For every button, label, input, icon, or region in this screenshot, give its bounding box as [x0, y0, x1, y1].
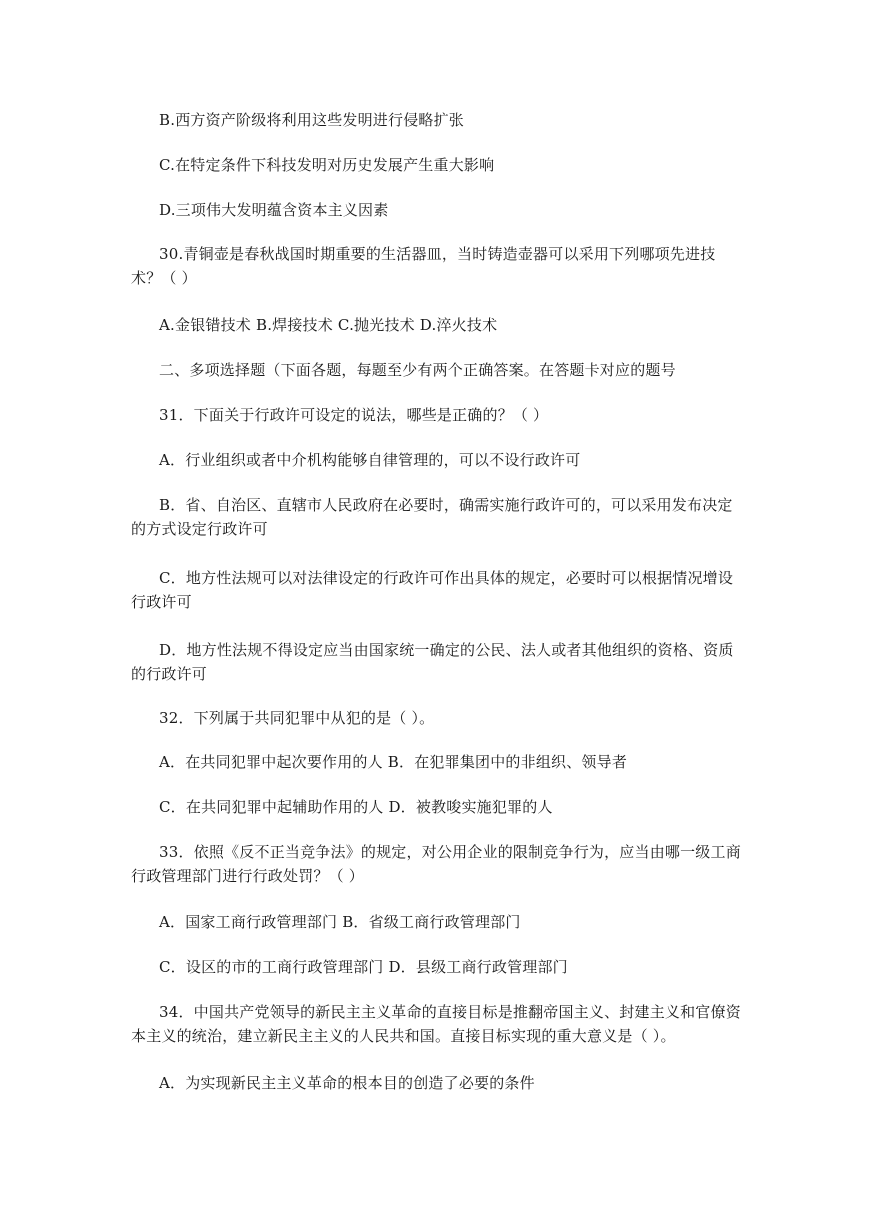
options-33-ab: A．国家工商行政管理部门 B．省级工商行政管理部门 [159, 913, 521, 931]
option-34-a: A．为实现新民主主义革命的根本目的创造了必要的条件 [159, 1074, 535, 1092]
question-31: 31．下面关于行政许可设定的说法，哪些是正确的？（ ） [159, 406, 549, 424]
option-29-c: C.在特定条件下科技发明对历史发展产生重大影响 [159, 156, 495, 174]
options-32-cd: C．在共同犯罪中起辅助作用的人 D．被教唆实施犯罪的人 [159, 798, 553, 816]
option-29-b: B.西方资产阶级将利用这些发明进行侵略扩张 [159, 111, 464, 129]
options-33-cd: C．设区的市的工商行政管理部门 D．县级工商行政管理部门 [159, 958, 568, 976]
option-31-a: A．行业组织或者中介机构能够自律管理的，可以不设行政许可 [159, 451, 581, 469]
option-31-d: D．地方性法规不得设定应当由国家统一确定的公民、法人或者其他组织的资格、资质的行政许可 [131, 641, 734, 683]
question-33: 33．依照《反不正当竞争法》的规定，对公用企业的限制竞争行为，应当由哪一级工商行政管理部门进行行政处罚？（ ） [131, 843, 741, 885]
option-31-b: B．省、自治区、直辖市人民政府在必要时，确需实施行政许可的，可以采用发布决定的方式设定行政许可 [131, 496, 733, 538]
options-32-ab: A．在共同犯罪中起次要作用的人 B．在犯罪集团中的非组织、领导者 [159, 753, 628, 771]
question-32: 32．下列属于共同犯罪中从犯的是（ ）。 [159, 709, 435, 727]
options-30: A.金银错技术 B.焊接技术 C.抛光技术 D.淬火技术 [159, 316, 498, 334]
section-heading-multiple-choice: 二、多项选择题（下面各题，每题至少有两个正确答案。在答题卡对应的题号 [159, 361, 676, 379]
question-30: 30.青铜壶是春秋战国时期重要的生活器皿，当时铸造壶器可以采用下列哪项先进技术？（ ） [131, 245, 716, 287]
question-34: 34．中国共产党领导的新民主主义革命的直接目标是推翻帝国主义、封建主义和官僚资本主义的统治，建立新民主主义的人民共和国。直接目标实现的重大意义是（ ）。 [131, 1003, 741, 1045]
option-31-c: C．地方性法规可以对法律设定的行政许可作出具体的规定，必要时可以根据情况增设行政许可 [131, 569, 734, 611]
option-29-d: D.三项伟大发明蕴含资本主义因素 [159, 201, 389, 219]
